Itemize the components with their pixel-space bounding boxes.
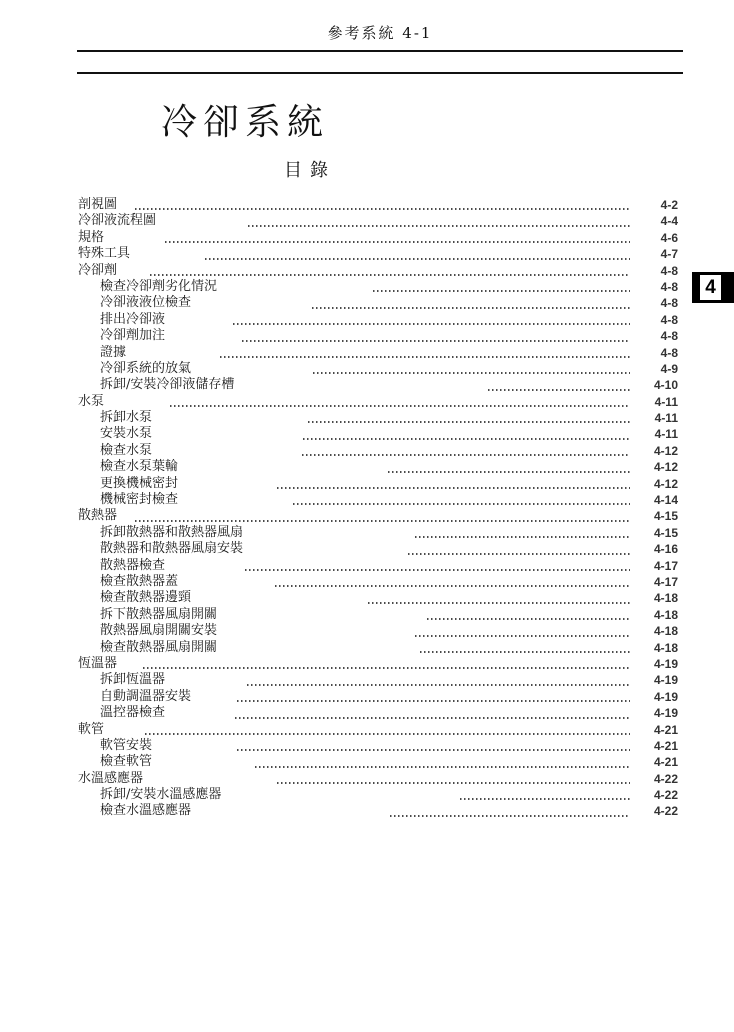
toc-entry-page-number: 4-22 (653, 804, 678, 819)
toc-entry-label: 排出冷卻液 (100, 311, 166, 327)
toc-entry (78, 345, 678, 361)
toc-entry-leader-dots (277, 487, 630, 489)
toc-entry-label: 恆溫器 (78, 655, 118, 671)
toc-entry-leader-dots (312, 307, 630, 309)
chapter-tab-number: 4 (705, 277, 716, 298)
toc-entry-label: 冷卻劑 (78, 262, 118, 278)
toc-entry-label: 剖視圖 (78, 197, 118, 212)
toc-entry-page-number: 4-17 (653, 574, 678, 589)
toc-entry-leader-dots (277, 782, 630, 784)
toc-entry-label: 安裝水泵 (100, 426, 153, 442)
toc-entry-leader-dots (368, 602, 630, 604)
toc-entry-label: 規格 (78, 229, 105, 245)
toc-entry (78, 459, 678, 475)
toc-entry-label: 拆卸水泵 (100, 410, 153, 426)
toc-entry-leader-dots (145, 733, 630, 735)
toc-entry-label: 檢查散熱器風扇開關 (100, 639, 218, 655)
toc-entry-page-number: 4-17 (653, 558, 678, 573)
toc-entry-leader-dots (255, 766, 630, 768)
toc-entry-page-number: 4-14 (653, 493, 678, 508)
chapter-title: 冷卻系統 (161, 102, 330, 143)
toc-entry-label: 散熱器 (78, 508, 118, 524)
toc-entry-leader-dots (247, 684, 630, 686)
toc-entry-page-number: 4-9 (660, 361, 678, 376)
toc-entry-page-number: 4-12 (653, 476, 678, 491)
toc-entry-leader-dots (488, 389, 630, 391)
toc-entry (78, 410, 678, 426)
toc-entry (78, 426, 678, 442)
toc-entry-page-number: 4-10 (653, 378, 678, 393)
toc-entry (78, 213, 678, 229)
toc-entry-leader-dots (205, 258, 630, 260)
toc-entry-label: 軟管 (78, 721, 105, 737)
toc-entry-page-number: 4-18 (653, 624, 678, 639)
toc-entry-page-number: 4-4 (660, 214, 678, 229)
toc-entry (78, 754, 678, 770)
toc-entry-leader-dots (373, 290, 630, 292)
toc-entry-label: 拆卸散熱器和散熱器風扇 (100, 524, 244, 540)
toc-entry-page-number: 4-15 (653, 525, 678, 540)
toc-entry-page-number: 4-21 (653, 722, 678, 737)
toc-entry (78, 492, 678, 508)
toc-entry (78, 377, 678, 393)
toc-entry-page-number: 4-8 (660, 345, 678, 360)
toc-entry-label: 散熱器和散熱器風扇安裝 (100, 541, 244, 557)
toc-entry (78, 623, 678, 639)
toc-entry (78, 361, 678, 377)
toc-entry-page-number: 4-18 (653, 607, 678, 622)
toc-entry-label: 自動調溫器安裝 (100, 688, 192, 704)
toc-entry-label: 冷卻劑加注 (100, 328, 166, 344)
toc-entry-leader-dots (233, 323, 630, 325)
toc-entry (78, 607, 678, 623)
toc-entry (78, 246, 678, 262)
toc-entry (78, 525, 678, 541)
toc-entry-page-number: 4-8 (660, 279, 678, 294)
chapter-tab-box (700, 275, 721, 300)
toc-entry-page-number: 4-7 (660, 247, 678, 262)
toc-entry-page-number: 4-6 (660, 230, 678, 245)
toc-entry-label: 水溫感應器 (78, 770, 144, 786)
header-rule-top (77, 50, 683, 52)
toc-entry-label: 冷卻液流程圖 (78, 213, 157, 229)
toc-entry-leader-dots (143, 667, 630, 669)
toc-entry (78, 722, 678, 738)
toc-entry-label: 散熱器檢查 (100, 557, 166, 573)
toc-heading: 目錄 (284, 160, 336, 181)
toc-entry-label: 檢查散熱器蓋 (100, 573, 179, 589)
toc-entry-page-number: 4-2 (660, 198, 678, 212)
toc-entry-page-number: 4-21 (653, 738, 678, 753)
toc-entry-leader-dots (165, 241, 630, 243)
toc-entry-leader-dots (302, 454, 630, 456)
toc-entry (78, 230, 678, 246)
toc-entry (78, 476, 678, 492)
toc-entry (78, 295, 678, 311)
toc-entry-page-number: 4-11 (654, 427, 678, 442)
toc-entry-page-number: 4-15 (653, 509, 678, 524)
toc-entry-label: 水泵 (78, 393, 105, 409)
toc-entry-leader-dots (420, 651, 630, 653)
toc-entry (78, 263, 678, 279)
toc-entry (78, 590, 678, 606)
toc-entry-leader-dots (308, 421, 630, 423)
toc-entry (78, 197, 678, 213)
toc-entry (78, 738, 678, 754)
toc-entry (78, 705, 678, 721)
toc-entry (78, 508, 678, 524)
toc-entry-label: 散熱器風扇開關安裝 (100, 623, 218, 639)
toc-entry-leader-dots (388, 471, 630, 473)
toc-entry-label: 拆卸/安裝水溫感應器 (100, 787, 222, 803)
toc-entry-label: 溫控器檢查 (100, 705, 166, 721)
toc-entry-leader-dots (150, 274, 630, 276)
chapter-tab (692, 272, 734, 303)
toc-entry-leader-dots (237, 700, 630, 702)
toc-entry (78, 312, 678, 328)
toc-entry (78, 771, 678, 787)
toc-entry-label: 檢查散熱器邊頸 (100, 590, 192, 606)
toc-entry-label: 冷卻液液位檢查 (100, 295, 192, 311)
toc-entry-label: 拆卸恆溫器 (100, 672, 166, 688)
toc-entry-page-number: 4-11 (654, 394, 678, 409)
toc-entry-leader-dots (220, 356, 630, 358)
toc-entry-leader-dots (313, 372, 630, 374)
toc-entry-page-number: 4-16 (653, 542, 678, 557)
toc-entry (78, 672, 678, 688)
toc-entry-leader-dots (293, 503, 630, 505)
toc-entry-page-number: 4-21 (653, 755, 678, 770)
toc-entry-leader-dots (408, 553, 630, 555)
toc-entry-page-number: 4-19 (653, 656, 678, 671)
toc-entry-leader-dots (460, 798, 630, 800)
toc-entry-label: 冷卻系統的放氣 (100, 360, 192, 376)
toc-entry-page-number: 4-12 (653, 443, 678, 458)
toc-entry-page-number: 4-19 (653, 706, 678, 721)
toc-entry-page-number: 4-19 (653, 673, 678, 688)
toc-entry-page-number: 4-11 (654, 411, 678, 426)
toc-entry (78, 689, 678, 705)
toc-entry-leader-dots (303, 438, 630, 440)
toc-entry-leader-dots (390, 815, 630, 817)
toc-entry (78, 558, 678, 574)
toc-entry-label: 拆卸/安裝冷卻液儲存槽 (100, 377, 235, 393)
toc-entry-label: 機械密封檢查 (100, 492, 179, 508)
running-header-text: 參考系統 4-1 (327, 24, 433, 42)
toc-entry (78, 541, 678, 557)
toc-entry-page-number: 4-19 (653, 689, 678, 704)
toc-entry-page-number: 4-8 (660, 312, 678, 327)
toc-entry-leader-dots (235, 717, 630, 719)
toc-entry (78, 803, 678, 819)
toc-entry-label: 軟管安裝 (100, 737, 153, 753)
toc-entry-leader-dots (427, 618, 630, 620)
toc-entry-leader-dots (135, 520, 630, 522)
toc-entry (78, 574, 678, 590)
toc-entry-page-number: 4-22 (653, 771, 678, 786)
toc-entry-label: 檢查水泵 (100, 442, 153, 458)
toc-entry-page-number: 4-22 (653, 788, 678, 803)
toc-entry-label: 檢查水溫感應器 (100, 803, 192, 819)
running-header (77, 22, 683, 43)
toc-entry-label: 檢查冷卻劑劣化情況 (100, 278, 218, 294)
toc-entry-leader-dots (415, 635, 630, 637)
toc-entry (78, 640, 678, 656)
toc-entry-page-number: 4-18 (653, 591, 678, 606)
toc-entry-leader-dots (242, 340, 630, 342)
toc-entry-page-number: 4-18 (653, 640, 678, 655)
toc-entry-page-number: 4-12 (653, 460, 678, 475)
toc-entry (78, 656, 678, 672)
toc-entry (78, 394, 678, 410)
toc-entry-page-number: 4-8 (660, 329, 678, 344)
toc-entry-label: 檢查軟管 (100, 754, 153, 770)
toc-entry-leader-dots (245, 569, 630, 571)
toc-entry (78, 443, 678, 459)
toc-entry-label: 特殊工具 (78, 246, 131, 262)
toc-entry (78, 328, 678, 344)
toc-entry-label: 拆下散熱器風扇開關 (100, 606, 218, 622)
toc-list (78, 197, 678, 820)
toc-entry-leader-dots (237, 749, 630, 751)
toc-entry-label: 證據 (100, 344, 127, 360)
toc-entry-label: 更換機械密封 (100, 475, 179, 491)
header-rule-bottom (77, 72, 683, 74)
toc-entry (78, 279, 678, 295)
toc-entry-label: 檢查水泵葉輪 (100, 459, 179, 475)
toc-entry-leader-dots (248, 225, 630, 227)
toc-entry (78, 787, 678, 803)
toc-entry-leader-dots (170, 405, 630, 407)
toc-entry-page-number: 4-8 (660, 296, 678, 311)
toc-entry-leader-dots (415, 536, 630, 538)
toc-entry-page-number: 4-8 (660, 263, 678, 278)
toc-entry-leader-dots (275, 585, 630, 587)
toc-entry-leader-dots (135, 208, 630, 210)
